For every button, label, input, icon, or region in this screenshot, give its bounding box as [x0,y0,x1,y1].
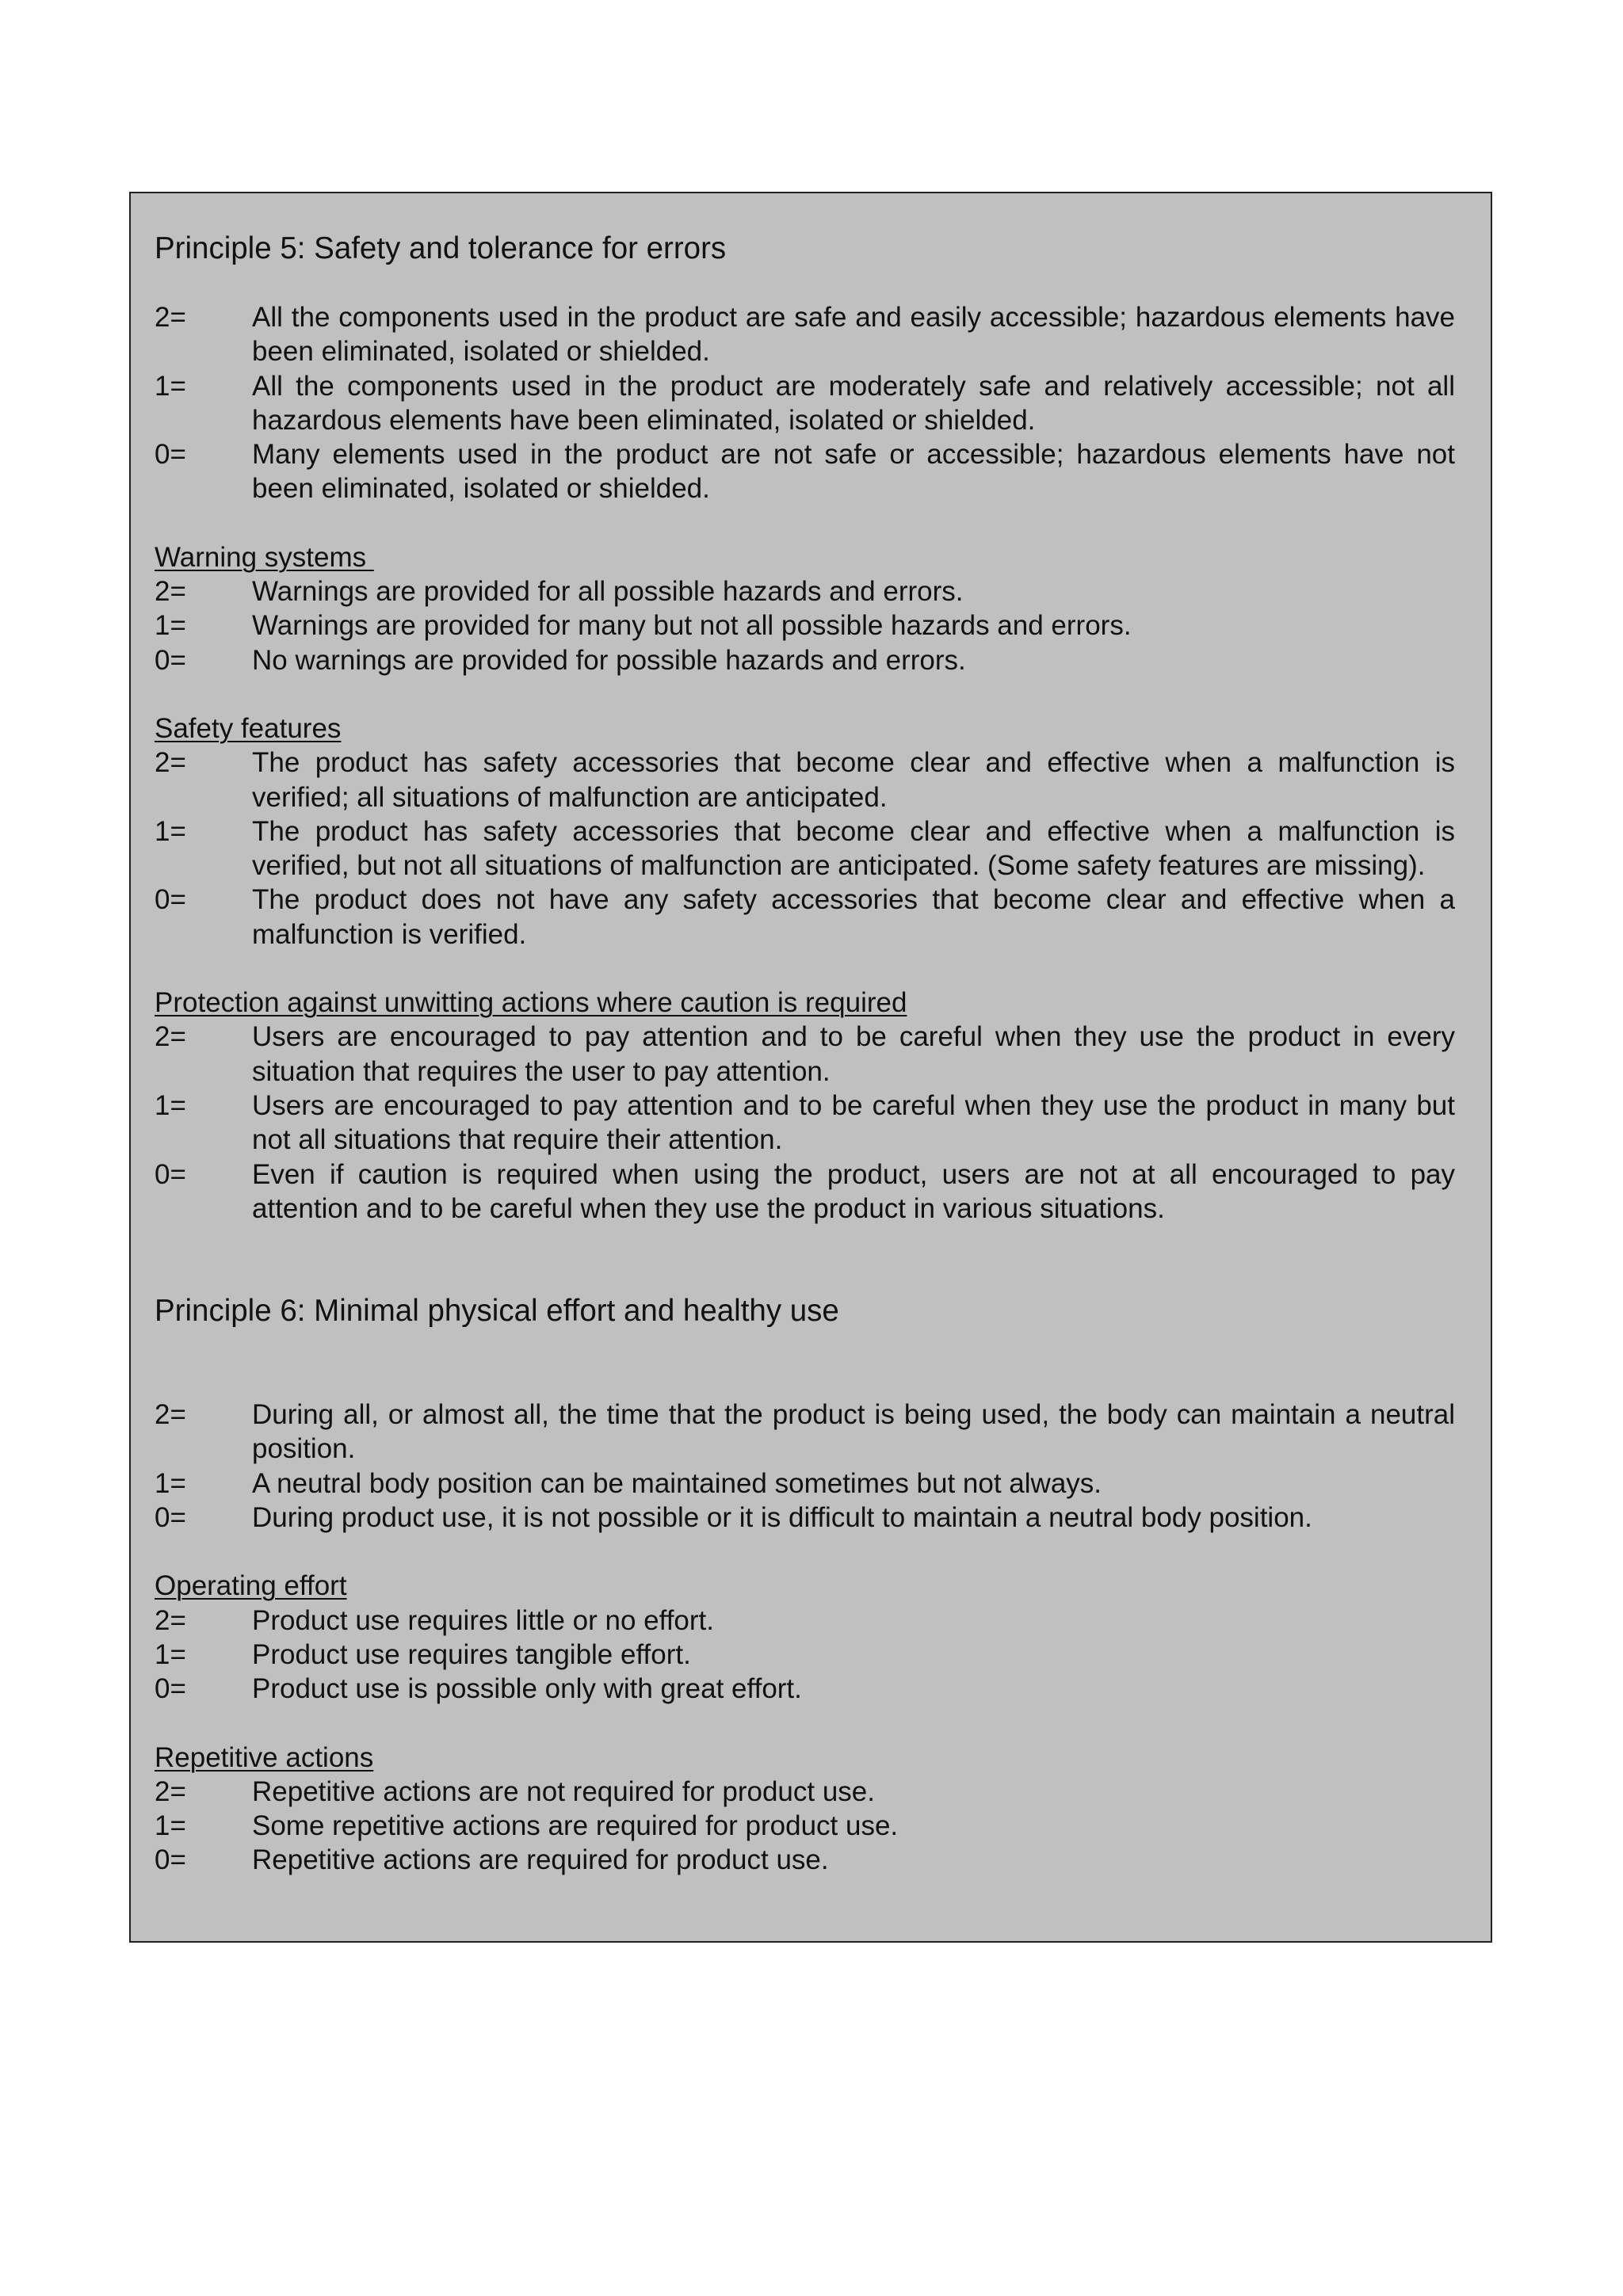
score-label: 0= [155,644,186,676]
principle-5-title: Principle 5: Safety and tolerance for errors [155,231,727,265]
principle-6-scale [155,1398,1455,1535]
score-label: 2= [155,576,186,608]
score-text: No warnings are provided for possible hazards and errors. [252,644,966,676]
score-label: 2= [155,747,186,779]
score-label: 2= [155,1021,186,1053]
score-label: 2= [155,1399,186,1431]
group-heading: Operating effort [155,1570,347,1602]
scale-item [155,1672,1455,1706]
scale-item [155,814,1455,883]
score-text: During all, or almost all, the time that the product is being used, the body can maintain a neutral position. [252,1399,1455,1465]
scale-item [155,1466,1455,1501]
score-text: All the components used in the product are safe and easily accessible; hazardous elements have been eliminated, isolated or shielded. [252,302,1455,368]
scale-item [155,1020,1455,1089]
score-text: Users are encouraged to pay attention and to be careful when they use the product in every situation that requires the user to pay attention. [252,1021,1455,1087]
scale-item [155,300,1455,369]
score-label: 1= [155,1089,186,1121]
group-heading: Protection against unwitting actions where caution is required [155,987,907,1019]
group-heading: Warning systems [155,541,374,573]
score-label: 1= [155,815,186,847]
scale-item [155,1604,1455,1638]
scale-item [155,746,1455,814]
group-repetitive-actions [155,1741,1455,1878]
score-text: The product does not have any safety accessories that become clear and effective when a malfunction is verified. [252,884,1455,950]
scale-item [155,1089,1455,1158]
score-label: 0= [155,1673,186,1705]
score-text: Some repetitive actions are required for product use. [252,1810,899,1842]
scale-item [155,574,1455,608]
group-warning-systems [155,540,1455,677]
score-text: Many elements used in the product are not safe or accessible; hazardous elements have not been eliminated, isolated or shielded. [252,439,1455,505]
score-text: The product has safety accessories that become clear and effective when a malfunction is verified; all situations of malfunction are anticipated. [252,747,1455,813]
group-protection-against-unwitting-actions [155,986,1455,1226]
group-safety-features [155,711,1455,952]
score-text: Repetitive actions are required for product use. [252,1844,829,1876]
score-label: 1= [155,610,186,642]
score-text: The product has safety accessories that become clear and effective when a malfunction is verified, but not all situations of malfunction are anticipated. (Some safety features are missing). [252,815,1455,882]
score-text: Product use is possible only with great effort. [252,1673,802,1705]
scale-item [155,1775,1455,1809]
score-text: All the components used in the product are moderately safe and relatively accessible; not all hazardous elements have been eliminated, isolated or shielded. [252,370,1455,436]
score-text: Warnings are provided for all possible hazards and errors. [252,576,964,608]
scale-item [155,1843,1455,1877]
scale-item [155,1809,1455,1843]
score-label: 0= [155,1158,186,1190]
score-text: During product use, it is not possible or it is difficult to maintain a neutral body position. [252,1502,1312,1534]
scale-item [155,369,1455,438]
score-text: A neutral body position can be maintained sometimes but not always. [252,1467,1102,1499]
principle-5-scale [155,300,1455,506]
principle-6-title: Principle 6: Minimal physical effort and healthy use [155,1294,839,1329]
score-label: 0= [155,1502,186,1534]
principles-box [129,192,1492,1943]
score-text: Product use requires tangible effort. [252,1638,691,1670]
score-text: Users are encouraged to pay attention and to be careful when they use the product in many but not all situations that require their attention. [252,1089,1455,1156]
score-text: Even if caution is required when using the product, users are not at all encouraged to pay attention and to be careful when they use the product in various situations. [252,1158,1455,1224]
score-label: 0= [155,439,186,471]
score-label: 0= [155,884,186,916]
scale-item [155,1501,1455,1535]
scale-item [155,643,1455,677]
scale-item [155,1638,1455,1672]
score-label: 0= [155,1844,186,1876]
group-heading: Repetitive actions [155,1741,374,1773]
score-label: 1= [155,1638,186,1670]
score-text: Product use requires little or no effort. [252,1604,714,1636]
score-label: 1= [155,370,186,402]
scale-item [155,883,1455,952]
score-text: Repetitive actions are not required for product use. [252,1775,875,1807]
group-operating-effort [155,1569,1455,1706]
group-heading: Safety features [155,712,342,744]
score-label: 1= [155,1810,186,1842]
scale-item [155,608,1455,643]
score-label: 2= [155,1604,186,1636]
score-label: 2= [155,302,186,333]
scale-item [155,437,1455,506]
score-label: 2= [155,1775,186,1807]
score-text: Warnings are provided for many but not all possible hazards and errors. [252,610,1132,642]
scale-item [155,1398,1455,1466]
score-label: 1= [155,1467,186,1499]
scale-item [155,1158,1455,1226]
